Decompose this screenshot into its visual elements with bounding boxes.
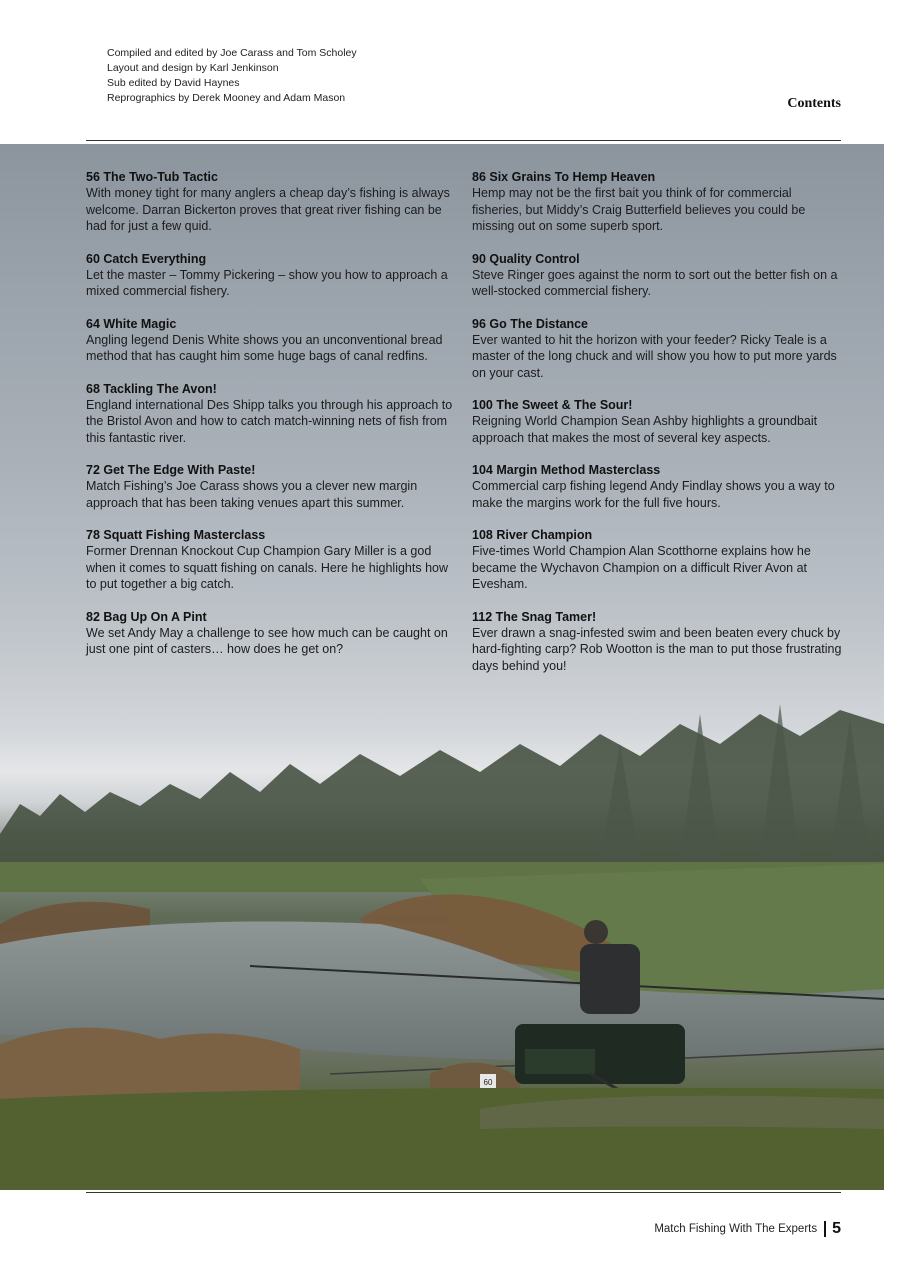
entry-title: 96 Go The Distance: [472, 316, 589, 331]
credit-line: Sub edited by David Haynes: [107, 77, 240, 89]
entry-description: Steve Ringer goes against the norm to sort out the better fish on a well-stocked commercial fishery.: [472, 267, 838, 298]
contents-entry[interactable]: [472, 169, 844, 235]
entry-title: 86 Six Grains To Hemp Heaven: [472, 170, 656, 184]
contents-entry[interactable]: [472, 527, 844, 593]
page-footer: [654, 1220, 841, 1238]
entry-description: With money tight for many anglers a cheap day’s fishing is always welcome. Darran Bickerton proves that great river fishing can be had for just a few quid.: [86, 186, 450, 233]
entry-description: Former Drennan Knockout Cup Champion Gary Miller is a god when it comes to squatt fishing on canals. Here he highlights how to put together a big catch.: [86, 544, 449, 591]
contents-entry[interactable]: [86, 381, 458, 447]
entry-title: 60 Catch Everything: [86, 251, 207, 266]
page-number: 5: [832, 1220, 841, 1237]
credit-line: Reprographics by Derek Mooney and Adam Mason: [107, 92, 346, 104]
entry-title: 104 Margin Method Masterclass: [472, 463, 661, 477]
contents-entry[interactable]: [86, 527, 458, 593]
bottom-divider: [86, 1192, 841, 1193]
entry-description: Reigning World Champion Sean Ashby highlights a groundbait approach that makes the most of several key aspects.: [472, 414, 818, 445]
credit-line: Compiled and edited by Joe Carass and Tom Scholey: [107, 47, 357, 59]
contents-entry[interactable]: [86, 462, 458, 511]
entry-description: Match Fishing’s Joe Carass shows you a clever new margin approach that has been taking venues apart this summer.: [86, 479, 418, 510]
contents-entry[interactable]: [86, 316, 458, 365]
peg-number: 60: [483, 1078, 493, 1087]
contents-entry[interactable]: [472, 462, 844, 511]
section-title: Contents: [787, 96, 841, 111]
entry-title: 78 Squatt Fishing Masterclass: [86, 528, 266, 542]
entry-description: Hemp may not be the first bait you think of for commercial fisheries, but Middy’s Craig Butterfield believes you could be missing out on some superb sport.: [472, 186, 806, 233]
entry-title: 56 The Two-Tub Tactic: [86, 170, 218, 184]
entry-title: 82 Bag Up On A Pint: [86, 609, 207, 624]
entry-title: 100 The Sweet & The Sour!: [472, 398, 633, 412]
entry-description: We set Andy May a challenge to see how much can be caught on just one pint of casters… how does he get on?: [86, 625, 448, 656]
contents-entry[interactable]: [472, 251, 844, 300]
entry-description: England international Des Shipp talks you through his approach to the Bristol Avon and how to catch match-winning nets of fish from this fantastic river.: [86, 397, 453, 445]
contents-entry[interactable]: [472, 316, 844, 382]
entry-title: 72 Get The Edge With Paste!: [86, 463, 256, 477]
contents-entry[interactable]: [86, 169, 458, 235]
credit-line: Layout and design by Karl Jenkinson: [107, 62, 279, 74]
entry-title: 90 Quality Control: [472, 251, 580, 266]
publication-title: Match Fishing With The Experts: [654, 1223, 818, 1235]
entry-description: Angling legend Denis White shows you an unconventional bread method that has caught him some huge bags of canal redfins.: [86, 332, 443, 363]
contents-entry[interactable]: [86, 251, 458, 300]
footer-separator: [824, 1221, 826, 1237]
entry-title: 112 The Snag Tamer!: [472, 609, 597, 624]
top-divider: [86, 140, 841, 141]
entry-title: 64 White Magic: [86, 316, 177, 331]
entry-description: Five-times World Champion Alan Scotthorne explains how he became the Wychavon Champion on a difficult River Avon at Evesham.: [472, 544, 811, 591]
contents-entry[interactable]: [86, 609, 458, 658]
entry-title: 68 Tackling The Avon!: [86, 381, 217, 396]
entry-description: Let the master – Tommy Pickering – show you how to approach a mixed commercial fishery.: [86, 267, 448, 298]
contents-entry[interactable]: [472, 397, 844, 446]
credits-block: [107, 46, 357, 106]
contents-entry[interactable]: [472, 609, 844, 675]
entry-title: 108 River Champion: [472, 528, 593, 542]
contents-column-right: [472, 169, 844, 690]
contents-column-left: [86, 169, 458, 674]
entry-description: Commercial carp fishing legend Andy Findlay shows you a way to make the margins work for the full five hours.: [472, 479, 835, 510]
entry-description: Ever drawn a snag-infested swim and been beaten every chuck by hard-fighting carp? Rob Wootton is the man to put those frustrating days behind you!: [472, 625, 842, 673]
entry-description: Ever wanted to hit the horizon with your feeder? Ricky Teale is a master of the long chuck and will show you how to put more yards on your cast.: [472, 332, 837, 380]
